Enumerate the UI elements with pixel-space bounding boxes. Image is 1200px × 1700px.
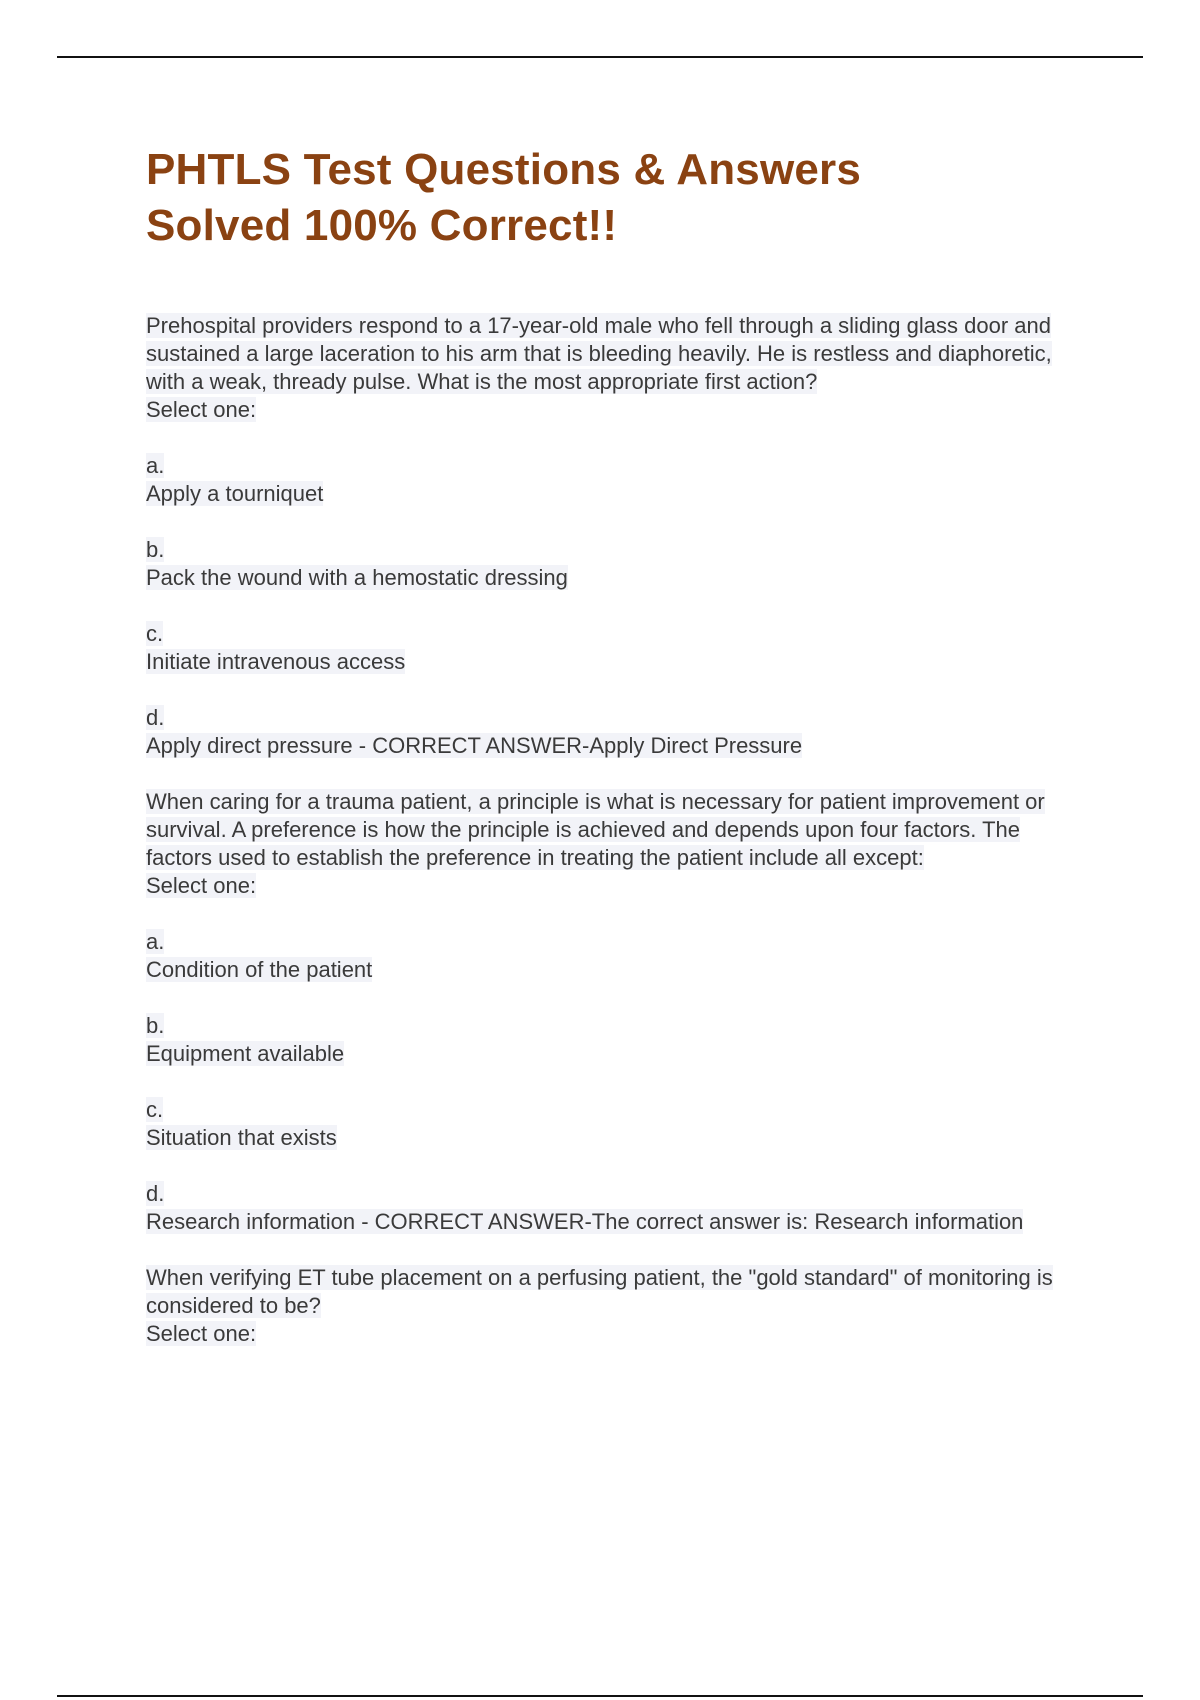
option-text xyxy=(146,480,1086,508)
option-list xyxy=(146,452,1086,760)
option-answer-text: Initiate intravenous access xyxy=(146,649,406,674)
option-text xyxy=(146,1208,1086,1236)
option-answer-text: Pack the wound with a hemostatic dressing xyxy=(146,565,568,590)
option-b xyxy=(146,536,1086,592)
question-3 xyxy=(146,1264,1086,1348)
question-2 xyxy=(146,788,1086,1236)
question-1 xyxy=(146,312,1086,760)
question-text xyxy=(146,788,1086,872)
title-line-2: Solved 100% Correct!! xyxy=(146,201,618,250)
option-letter xyxy=(146,536,1086,564)
option-text xyxy=(146,732,1086,760)
select-one-text: Select one: xyxy=(146,1321,257,1346)
option-d xyxy=(146,1180,1086,1236)
option-answer-text: Equipment available xyxy=(146,1041,345,1066)
title-line-1: PHTLS Test Questions & Answers xyxy=(146,145,862,194)
option-letter xyxy=(146,704,1086,732)
option-letter xyxy=(146,1096,1086,1124)
option-letter xyxy=(146,1180,1086,1208)
option-a xyxy=(146,928,1086,984)
bottom-rule xyxy=(57,1695,1143,1697)
question-list xyxy=(146,312,1086,1348)
question-text xyxy=(146,1264,1086,1320)
option-letter-text: d. xyxy=(146,1181,165,1206)
option-c xyxy=(146,620,1086,676)
option-answer-text: Condition of the patient xyxy=(146,957,373,982)
question-text xyxy=(146,312,1086,396)
option-c xyxy=(146,1096,1086,1152)
option-answer-text: Situation that exists xyxy=(146,1125,337,1150)
document-body xyxy=(146,142,1086,1348)
select-one-label xyxy=(146,1320,1086,1348)
option-letter xyxy=(146,1012,1086,1040)
option-answer-text: Apply a tourniquet xyxy=(146,481,324,506)
option-letter-text: d. xyxy=(146,705,165,730)
option-letter xyxy=(146,620,1086,648)
select-one-text: Select one: xyxy=(146,397,257,422)
select-one-text: Select one: xyxy=(146,873,257,898)
option-text xyxy=(146,1124,1086,1152)
option-letter xyxy=(146,928,1086,956)
option-letter-text: b. xyxy=(146,1013,165,1038)
option-d xyxy=(146,704,1086,760)
question-3-text: When verifying ET tube placement on a perfusing patient, the "gold standard" of monitoring is considered to be? xyxy=(146,1265,1053,1318)
select-one-label xyxy=(146,396,1086,424)
option-text xyxy=(146,956,1086,984)
option-list xyxy=(146,928,1086,1236)
select-one-label xyxy=(146,872,1086,900)
option-text xyxy=(146,564,1086,592)
option-text xyxy=(146,1040,1086,1068)
option-letter-text: c. xyxy=(146,1097,164,1122)
top-rule xyxy=(57,56,1143,58)
question-2-text: When caring for a trauma patient, a principle is what is necessary for patient improvement or survival. A preference is how the principle is achieved and depends upon four factors. The factors used to establish the preference in treating the patient include all except: xyxy=(146,789,1045,870)
option-letter xyxy=(146,452,1086,480)
option-answer-text: Apply direct pressure - CORRECT ANSWER-Apply Direct Pressure xyxy=(146,733,803,758)
option-answer-text: Research information - CORRECT ANSWER-The correct answer is: Research information xyxy=(146,1209,1024,1234)
option-letter-text: c. xyxy=(146,621,164,646)
option-b xyxy=(146,1012,1086,1068)
option-a xyxy=(146,452,1086,508)
option-letter-text: b. xyxy=(146,537,165,562)
page-title xyxy=(146,142,1086,254)
option-letter-text: a. xyxy=(146,453,165,478)
option-text xyxy=(146,648,1086,676)
question-1-text: Prehospital providers respond to a 17-year-old male who fell through a sliding glass door and sustained a large laceration to his arm that is bleeding heavily. He is restless and diaphoretic, with a weak, thready pulse. What is the most appropriate first action? xyxy=(146,313,1052,394)
option-letter-text: a. xyxy=(146,929,165,954)
